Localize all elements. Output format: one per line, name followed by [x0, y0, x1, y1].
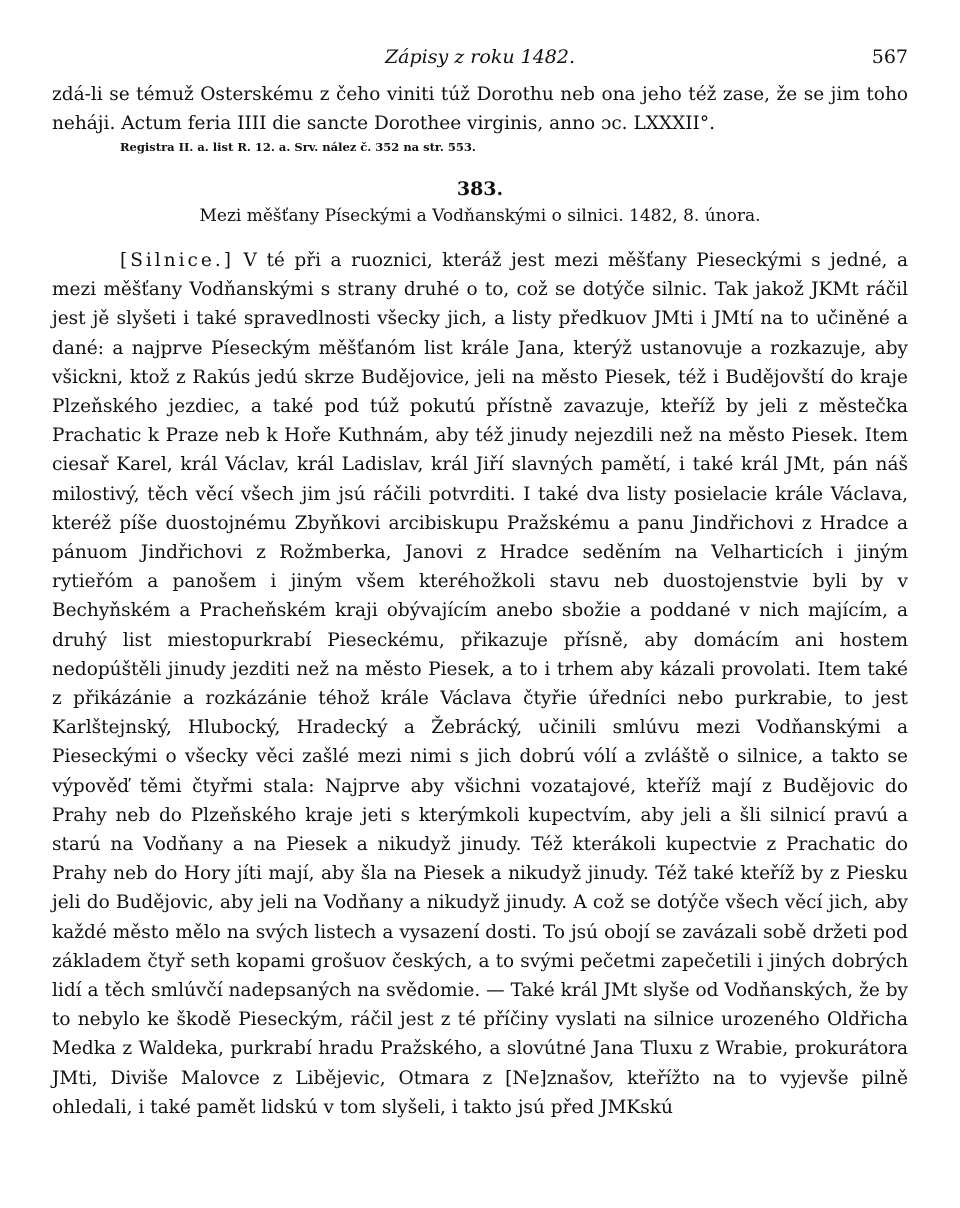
source-note: Registra II. a. list R. 12. a. Srv. nález č. 352 na str. 553.	[120, 140, 476, 154]
entry-number: 383.	[456, 178, 504, 200]
running-title: Zápisy z roku 1482.	[384, 46, 576, 68]
document-page	[52, 0, 908, 1122]
page-header	[52, 0, 908, 80]
entry-regest: Mezi měšťany Píseckými a Vodňanskými o silnici. 1482, 8. února.	[199, 206, 761, 226]
page-number: 567	[871, 46, 908, 68]
lead-paragraph: zdá-li se témuž Osterskému z čeho viniti túž Dorothu neb ona jeho též zase, že se jim toho neháji. Actum feria IIII die sancte Dorothee virginis, anno ɔc. LXXXII°.	[52, 84, 908, 134]
entry-text: V té při a ruoznici, kteráž jest mezi měšťany Pieseckými s jedné, a mezi měšťany Vodňanskými s strany druhé o to, což se dotýče silnic. Tak jakož JKMt ráčil jest jě slyšeti i také spravedlnosti všecky jich, a listy předkuov JMti i JMtí na to učiněné a dané: a najprve Píeseckým měšťanóm list krále Jana, kterýž ustanovuje a rozkazuje, aby všickni, ktož z Rakús jedú skrze Budějovice, jeli na město Piesek, též i Budějovští do kraje Plzeňského jezdiec, a také pod túž pokutú přístně zavazuje, kteříž by jeli z městečka Prachatic k Praze neb k Hoře Kuthnám, aby též jinudy nejezdili než na město Piesek. Item ciesař Karel, král Václav, král Ladislav, král Jiří slavných pamětí, i také král JMt, pán náš milostivý, těch věcí všech jim jsú ráčili potvrditi. I také dva listy posielacie krále Václava, kteréž píše duostojnému Zbyňkovi arcibiskupu Pražskému a panu Jindřichovi z Hradce a pánuom Jindřichovi z Rožmberka, Janovi z Hradce seděním na Velharticích i jiným rytieřóm a panošem i jiným všem kteréhožkoli stavu neb duostojenstvie byli by v Bechyňském a Pracheňském kraji obývajícím anebo sbožie a poddané v nich majícím, a druhý list miestopurkrabí Pieseckému, přikazuje přísně, aby domácím ani hostem nedopúštěli jinudy jezditi než na město Piesek, a to i trhem aby kázali provolati. Item také z přikázánie a rozkázánie téhož krále Václava čtyřie úředníci nebo purkrabie, to jest Karlštejnský, Hlubocký, Hradecký a Žebrácký, učinili smlúvu mezi Vodňanskými a Pieseckými o všecky věci zašlé mezi nimi s jich dobrú vólí a zvláště o silnice, a takto se výpověď těmi čtyřmi stala: Najprve aby všichni vozatajové, kteříž mají z Budějovic do Prahy neb do Plzeňského kraje jeti s kterýmkoli kupectvím, aby jeli a šli silnicí pravú a starú na Vodňany a na Piesek a nikudyž jinudy. Též kterákoli kupectvie z Prachatic do Prahy neb do Hory jíti mají, aby šla na Piesek a nikudyž jinudy. Též také kteříž by z Piesku jeli do Budějovic, aby jeli na Vodňany a nikudyž jinudy. A což se dotýče všech věcí jich, aby každé město mělo na svých listech a vysazení dosti. To jsú obojí se zavázali sobě držeti pod základem čtyř seth kopami grošuov českých, a to svými pečetmi zapečetili i jiných dobrých lidí a těch smlúvčí nadepsaných na svědomie. — Také král JMt slyše od Vodňanských, že by to nebylo ke škodě Pieseckým, ráčil jest z té příčiny vyslati na silnice urozeného Oldřicha Medka z Waldeka, purkrabí hradu Pražského, a slovútné Jana Tluxu z Wrabie, prokurátora JMti, Diviše Malovce z Liběјevic, Otmara z [Ne]znašov, kteřížto na to vyjevše pilně ohledali, i také pamět lidskú v tom slyšeli, i takto jsú před JMKskú	[52, 250, 908, 1118]
marginal-heading: [Silnice.]	[120, 250, 234, 271]
entry-body	[52, 246, 908, 1122]
